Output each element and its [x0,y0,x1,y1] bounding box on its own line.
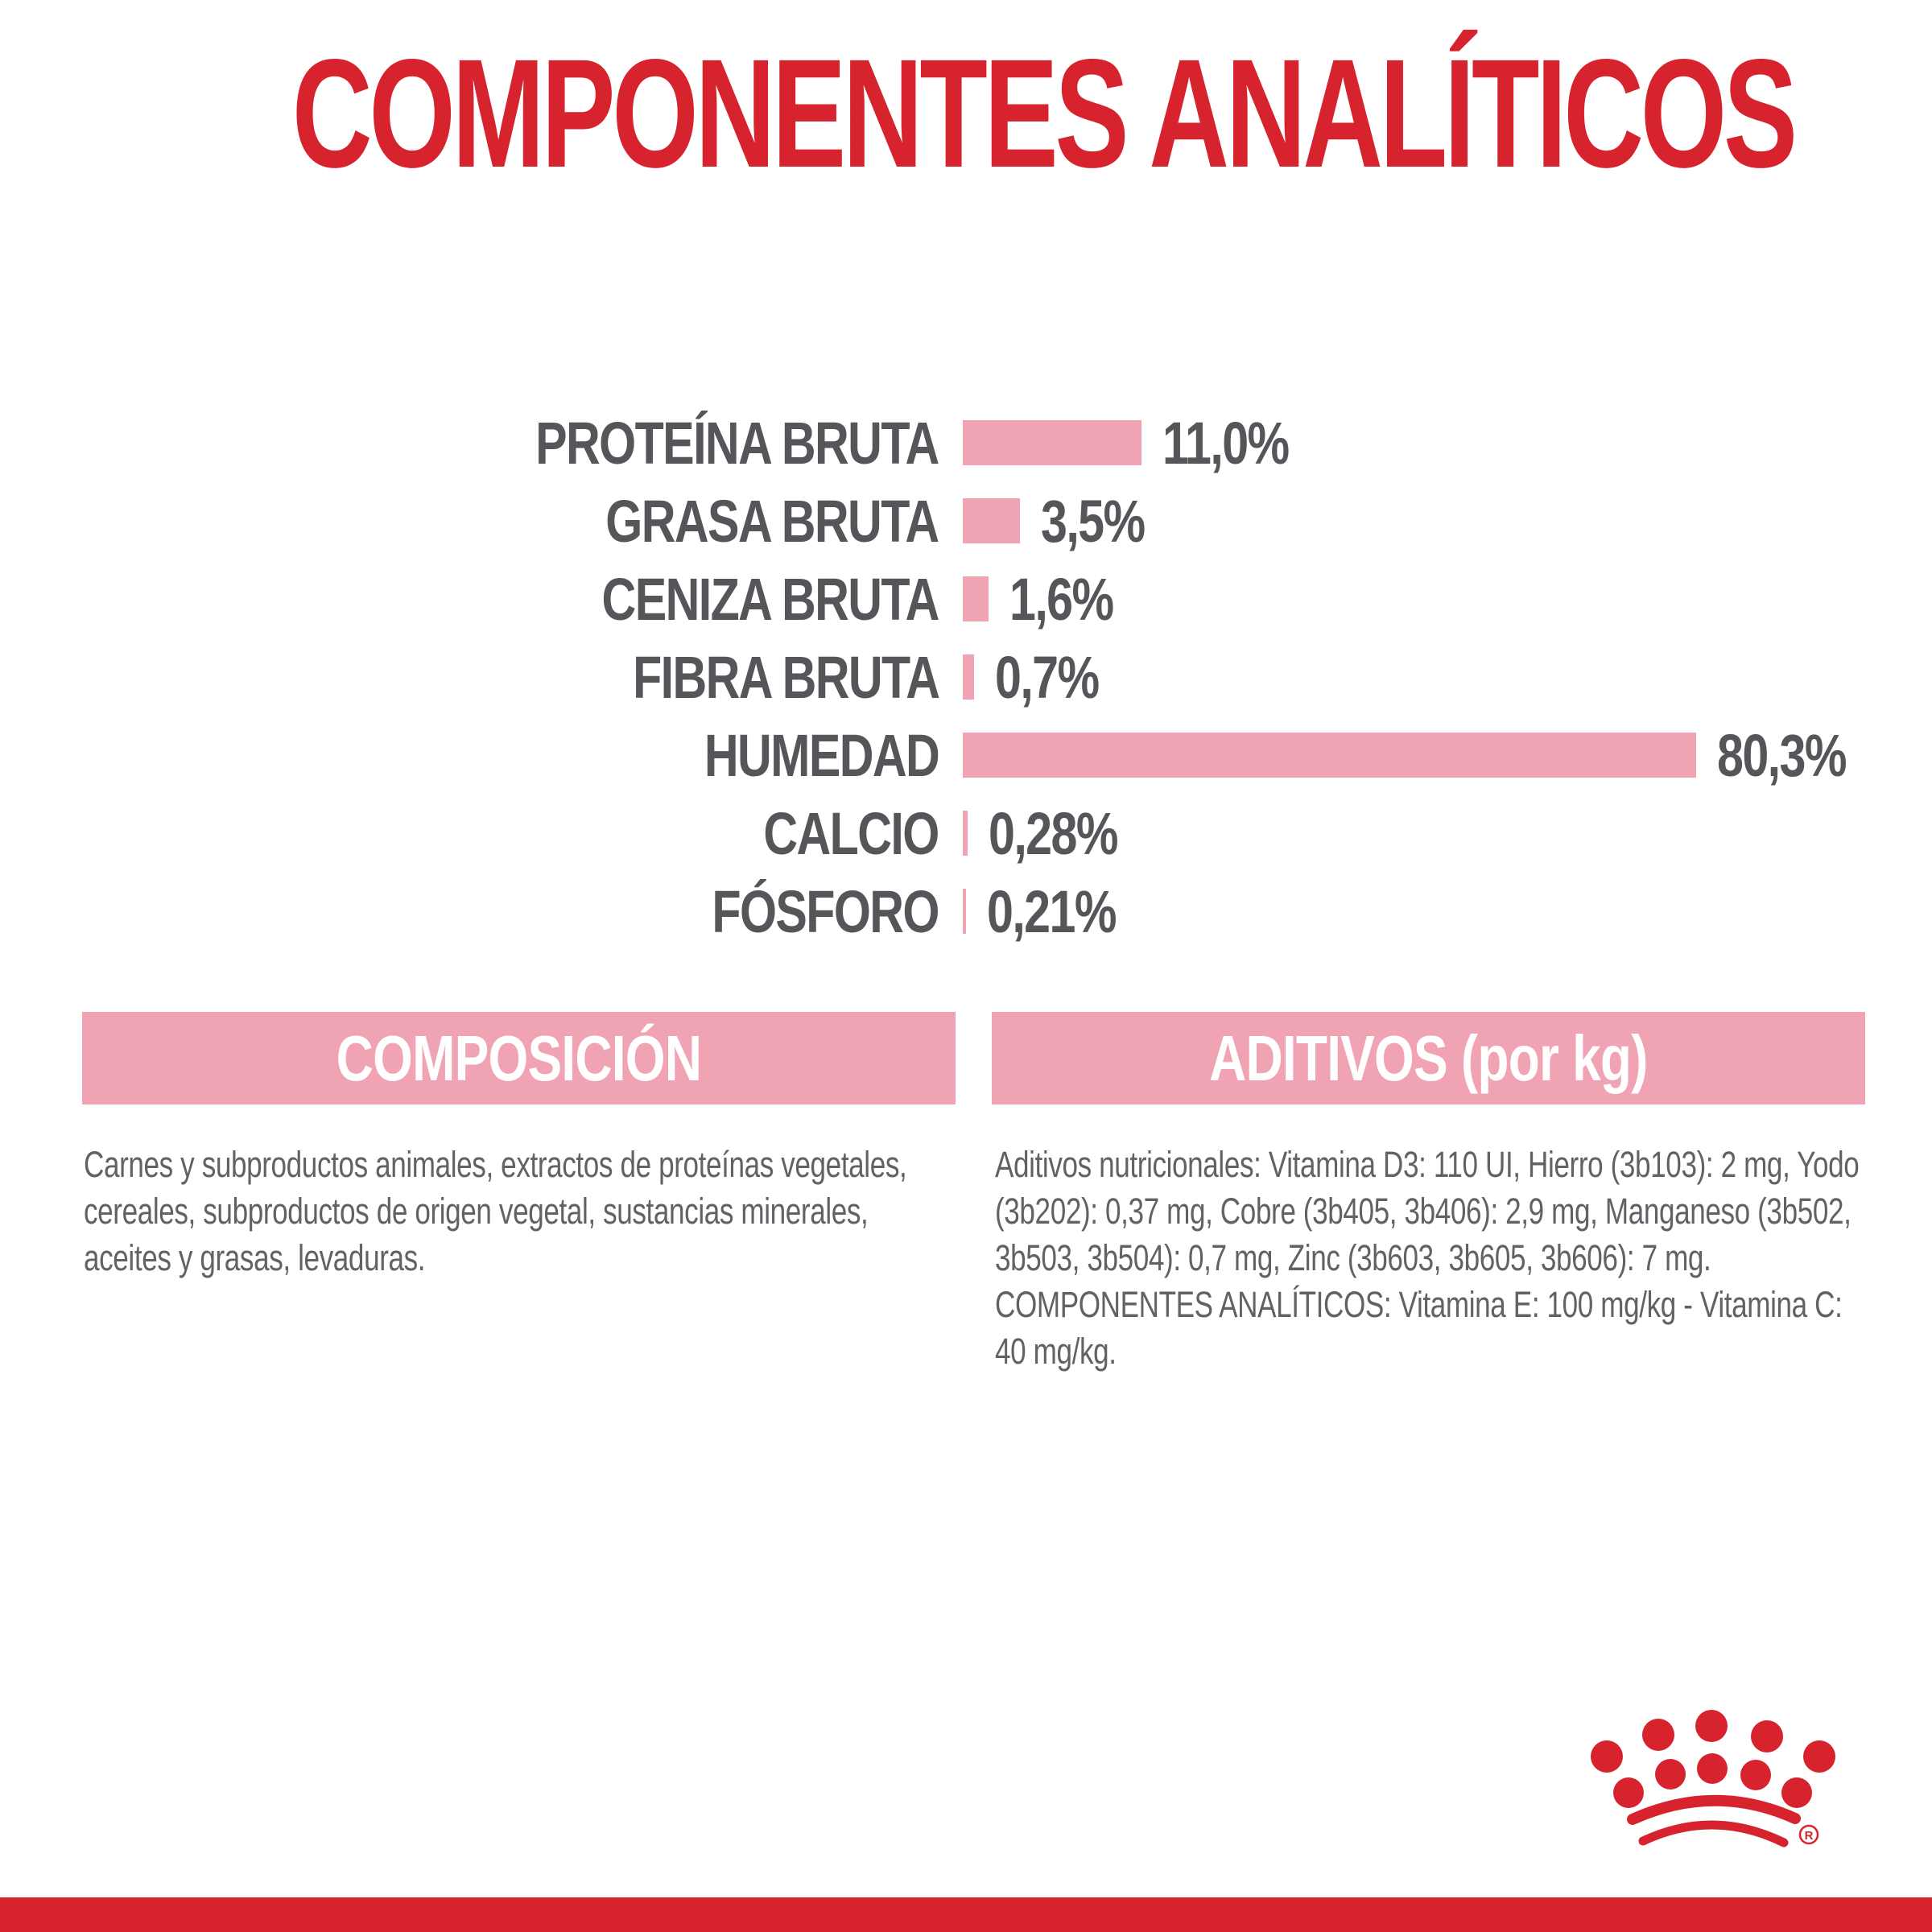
chart-category-label [0,565,939,634]
chart-row [0,721,1932,789]
chart-row [0,487,1932,555]
additives-paragraph-nutritional: Aditivos nutricionales: Vitamina D3: 110 UI, Hierro (3b103): 2 mg, Yodo (3b202): 0,37 mg, Cobre (3b405, 3b406): 2,9 mg, Manganeso (3b502, 3b503, 3b504): 0,7 mg, Zinc (3b603, 3b605, 3b606): 7 mg. [995,1144,1860,1278]
chart-bar [963,654,974,700]
chart-value-label-text: 0,28% [989,799,1117,867]
chart-category-label-text: FIBRA BRUTA [632,643,939,711]
chart-value-label-text: 1,6% [1009,565,1113,633]
chart-category-label [0,877,939,946]
chart-category-label [0,799,939,868]
chart-category-label-text: PROTEÍNA BRUTA [535,409,939,477]
chart-row [0,643,1932,711]
page-title [0,24,1932,202]
chart-value-label-text: 0,7% [995,643,1099,711]
chart-value-label [1041,487,1170,555]
chart-value-label [987,877,1148,946]
composition-header-label: COMPOSICIÓN [336,1022,702,1094]
additives-header-label: ADITIVOS (por kg) [1209,1022,1648,1094]
chart-value-label-text: 3,5% [1041,487,1145,555]
chart-row [0,565,1932,633]
chart-value-label [1009,565,1139,634]
chart-value-label-text: 11,0% [1162,409,1289,477]
chart-bar [963,576,989,621]
additives-body [995,1141,1868,1375]
chart-category-label-text: CALCIO [763,799,939,867]
chart-value-label [995,643,1125,712]
chart-bar [963,498,1020,543]
composition-header-bar [82,1012,956,1104]
registered-trademark-icon [1800,1826,1818,1843]
chart-category-label [0,487,939,555]
chart-bar [963,733,1696,778]
chart-value-label [989,799,1150,868]
chart-value-label-text: 80,3% [1717,721,1846,789]
additives-paragraph-analytical: COMPONENTES ANALÍTICOS: Vitamina E: 100 mg/kg - Vitamina C: 40 mg/kg. [995,1284,1843,1372]
chart-bar [963,889,966,934]
chart-category-label-text: FÓSFORO [712,877,939,945]
page-title-text: COMPONENTES ANALÍTICOS [291,27,1794,200]
chart-category-label-text: GRASA BRUTA [605,487,939,555]
svg-text:R: R [1804,1829,1814,1843]
bottom-red-strip [0,1897,1932,1932]
chart-bar [963,811,968,856]
chart-bar [963,420,1141,465]
composition-body [84,1141,956,1282]
composition-paragraph: Carnes y subproductos animales, extractos de proteínas vegetales, cereales, subproductos de origen vegetal, sustancias minerales, aceites y grasas, levaduras. [84,1144,907,1278]
chart-row [0,409,1932,477]
chart-value-label [1162,409,1320,477]
chart-value-label [1717,721,1878,790]
chart-category-label [0,643,939,712]
chart-row [0,877,1932,945]
chart-category-label [0,721,939,790]
crown-dots [1591,1710,1835,1808]
chart-value-label-text: 0,21% [987,877,1116,945]
analytical-components-chart [0,409,1932,967]
additives-header-bar [992,1012,1865,1104]
chart-category-label-text: HUMEDAD [704,721,939,789]
chart-category-label-text: CENIZA BRUTA [601,565,939,633]
chart-category-label [0,409,939,477]
crown-arcs [1633,1801,1795,1843]
chart-row [0,799,1932,867]
royal-canin-crown-logo [1580,1700,1847,1860]
